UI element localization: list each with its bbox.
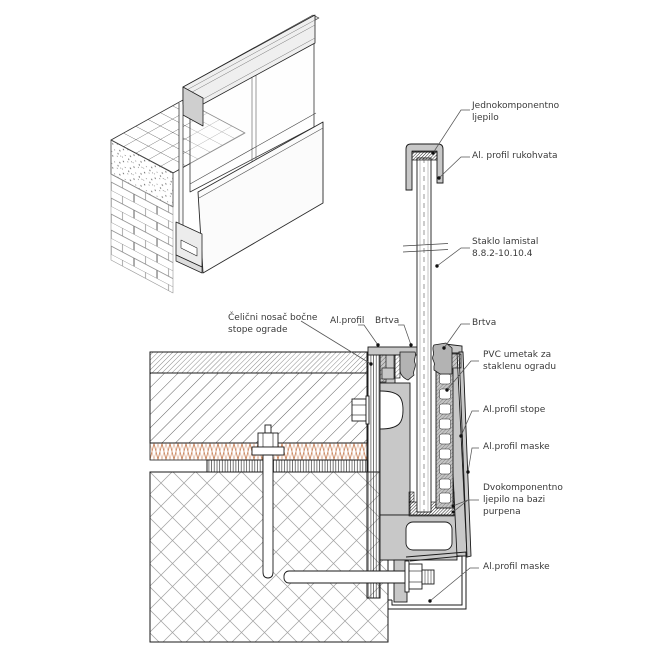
section-view	[150, 144, 471, 642]
label-handrail-profile: Al. profil rukohvata	[472, 151, 558, 161]
pvc-insert	[436, 369, 453, 508]
label-two-component-adhesive: Dvokomponentno ljepilo na bazi purpena	[483, 483, 563, 517]
label-mask-profile-upper: Al.profil maske	[483, 442, 550, 452]
label-steel-bracket: Čelični nosač bočne stope ograde	[228, 313, 318, 335]
label-one-component-adhesive: Jednokomponentno ljepilo	[472, 101, 560, 123]
label-al-profile: Al.profil	[330, 316, 365, 326]
section-steel-plate	[207, 460, 368, 472]
gasket-left	[400, 352, 416, 380]
label-laminated-glass: Staklo lamistal 8.8.2-10.10.4	[472, 237, 539, 259]
label-pvc-insert: PVC umetak za staklenu ogradu	[483, 350, 557, 372]
section-tile-layer	[150, 352, 368, 373]
label-gasket-left: Brtva	[375, 316, 400, 326]
label-mask-profile-lower: Al.profil maske	[483, 562, 550, 572]
gasket-right-shape	[433, 343, 452, 374]
steel-bracket-plate	[367, 352, 380, 598]
isometric-view	[111, 15, 323, 293]
label-gasket-right: Brtva	[472, 318, 497, 328]
label-base-profile: Al.profil stope	[483, 405, 546, 415]
section-screed-layer	[150, 373, 368, 443]
glass-panel-section	[417, 158, 431, 512]
